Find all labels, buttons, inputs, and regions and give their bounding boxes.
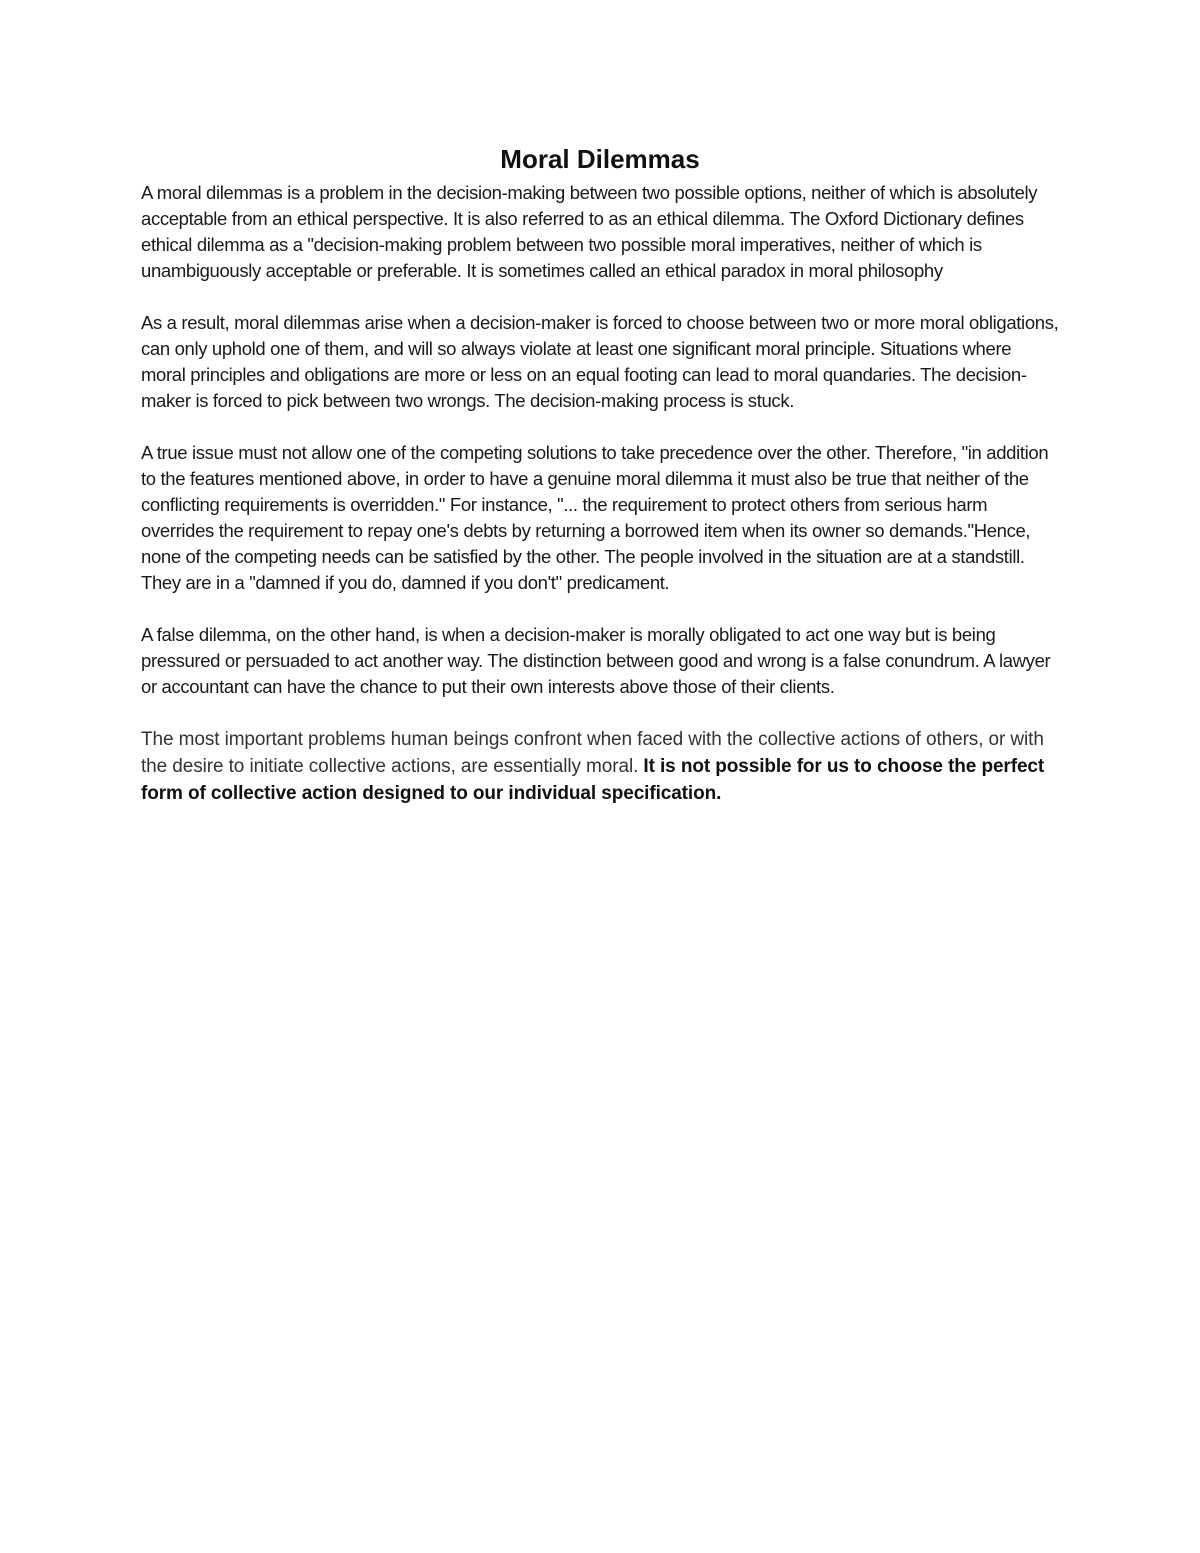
closing-bold-text: It is not possible for us to choose the perfect form of collective action designed to our individual specification. — [141, 756, 1045, 804]
paragraph-true-issue: A true issue must not allow one of the competing solutions to take precedence over the other. Therefore, "in addition to the features mentioned above, in order to have a genuine moral dilemma it must also be true that neither of the conflicting requirements is overridden." For instance, "... the requirement to protect others from serious harm overrides the requirement to repay one's debts by returning a borrowed item when its owner so demands."Hence, none of the competing needs can be satisfied by the other. The people involved in the situation are at a standstill. They are in a "damned if you do, damned if you don't" predicament. — [141, 442, 1049, 593]
paragraph-definition: A moral dilemmas is a problem in the decision-making between two possible options, neither of which is absolutely acceptable from an ethical perspective. It is also referred to as an ethical dilemma. The Oxford Dictionary defines ethical dilemma as a "decision-making problem between two possible moral imperatives, neither of which is unambiguously acceptable or preferable. It is sometimes called an ethical paradox in moral philosophy — [141, 182, 1038, 281]
paragraph-obligations: As a result, moral dilemmas arise when a decision-maker is forced to choose between two or more moral obligations, can only uphold one of them, and will so always violate at least one significant moral principle. Situations where moral principles and obligations are more or less on an equal footing can lead to moral quandaries. The decision-maker is forced to pick between two wrongs. The decision-making process is stuck. — [141, 312, 1059, 411]
paragraph-false-dilemma: A false dilemma, on the other hand, is when a decision-maker is morally obligated to act one way but is being pressured or persuaded to act another way. The distinction between good and wrong is a false conundrum. A lawyer or accountant can have the chance to put their own interests above those of their clients. — [141, 624, 1051, 697]
document-body — [141, 140, 1059, 833]
paragraph-closing — [141, 726, 1059, 807]
closing-regular-text: The most important problems human beings confront when faced with the collective actions of others, or with the desire to initiate collective actions, are essentially moral. — [141, 729, 1044, 777]
document-title: Moral Dilemmas — [500, 144, 700, 174]
